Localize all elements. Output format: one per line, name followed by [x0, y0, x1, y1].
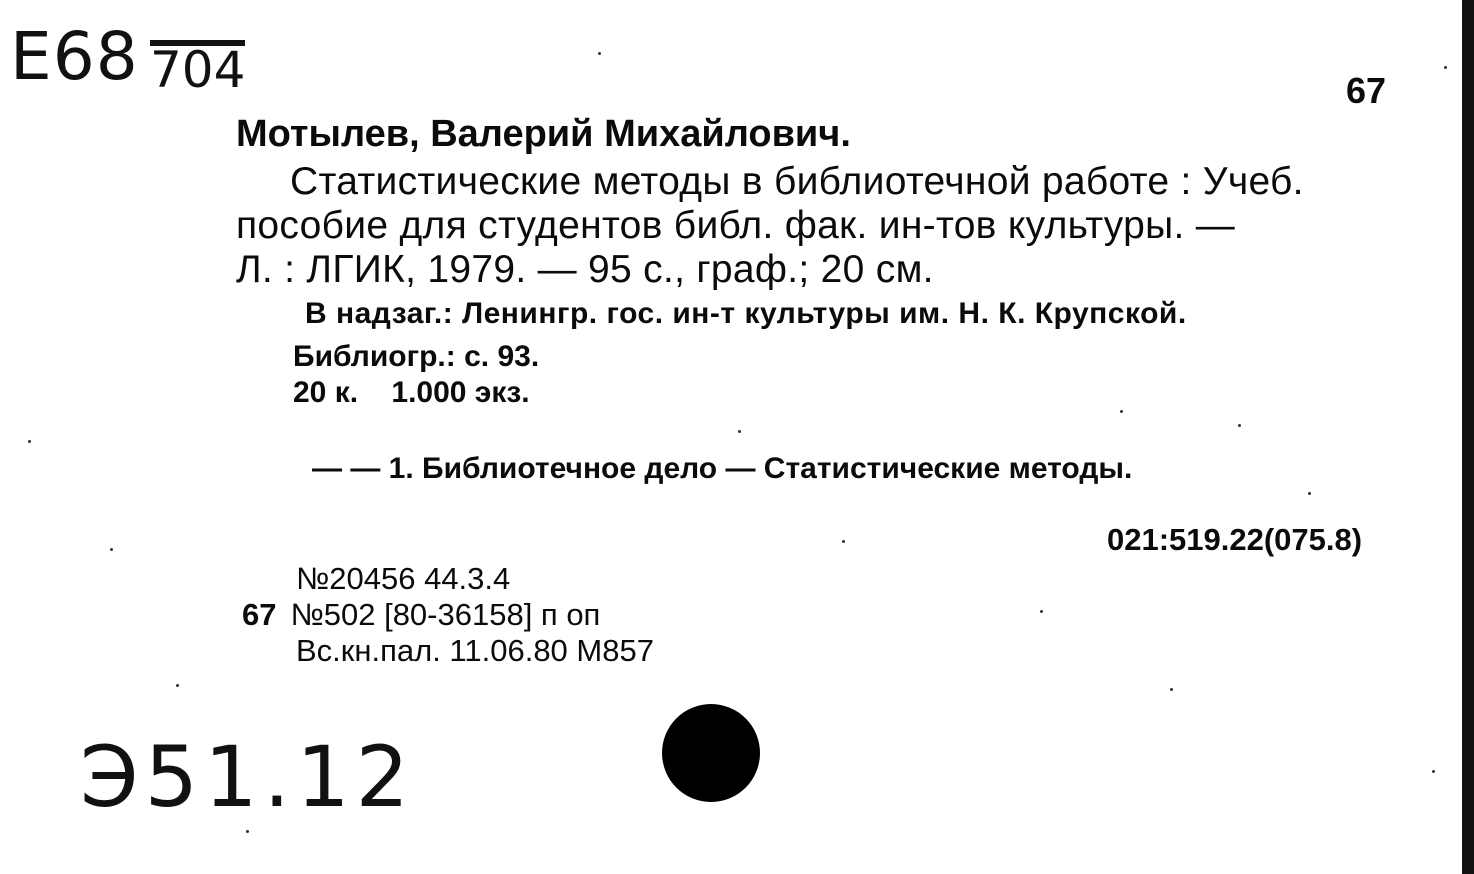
- dust-speck: [842, 540, 845, 543]
- handwritten-shelf-code-sub: 704: [150, 41, 246, 99]
- punch-hole: [662, 704, 760, 802]
- note-issuing-body: В надзаг.: Ленингр. гос. ин-т культуры им. Н. К. Крупской.: [305, 297, 1187, 330]
- publisher-info-line-3: Вс.кн.пал. 11.06.80 М857: [296, 633, 654, 668]
- dust-speck: [738, 430, 741, 433]
- title-line-1: Статистические методы в библиотечной работе : Учеб.: [290, 160, 1304, 203]
- publisher-info-line-1: №20456 44.3.4: [296, 561, 511, 596]
- page-number: 67: [1346, 70, 1387, 111]
- dust-speck: [1238, 424, 1241, 427]
- note-price-print-run: 20 к. 1.000 экз.: [293, 376, 530, 409]
- dust-speck: [246, 830, 249, 833]
- card-edge-shadow: [1462, 0, 1474, 874]
- dust-speck: [110, 548, 113, 551]
- dust-speck: [1120, 410, 1123, 413]
- title-line-2: пособие для студентов библ. фак. ин-тов культуры. —: [236, 204, 1236, 247]
- dust-speck: [1170, 688, 1173, 691]
- title-line-3: Л. : ЛГИК, 1979. — 95 с., граф.; 20 см.: [236, 248, 934, 291]
- publisher-info-text: №502 [80-36158] п оп: [290, 597, 601, 632]
- subject-heading: — — 1. Библиотечное дело — Статистические методы.: [312, 452, 1133, 485]
- author-heading: Мотылев, Валерий Михайлович.: [236, 113, 851, 155]
- udc-code: 021:519.22(075.8): [1107, 522, 1363, 557]
- dust-speck: [176, 684, 179, 687]
- dust-speck: [1432, 770, 1435, 773]
- publisher-info-number: 67: [242, 597, 277, 632]
- dust-speck: [598, 52, 601, 55]
- dust-speck: [28, 440, 31, 443]
- dust-speck: [1308, 492, 1311, 495]
- publisher-info-line-2: [242, 597, 600, 633]
- handwritten-classification-code: Э51.12: [80, 728, 416, 826]
- dust-speck: [1040, 610, 1043, 613]
- dust-speck: [1444, 66, 1447, 69]
- handwritten-shelf-code: Е68: [10, 18, 139, 95]
- note-bibliography: Библиогр.: с. 93.: [293, 340, 540, 373]
